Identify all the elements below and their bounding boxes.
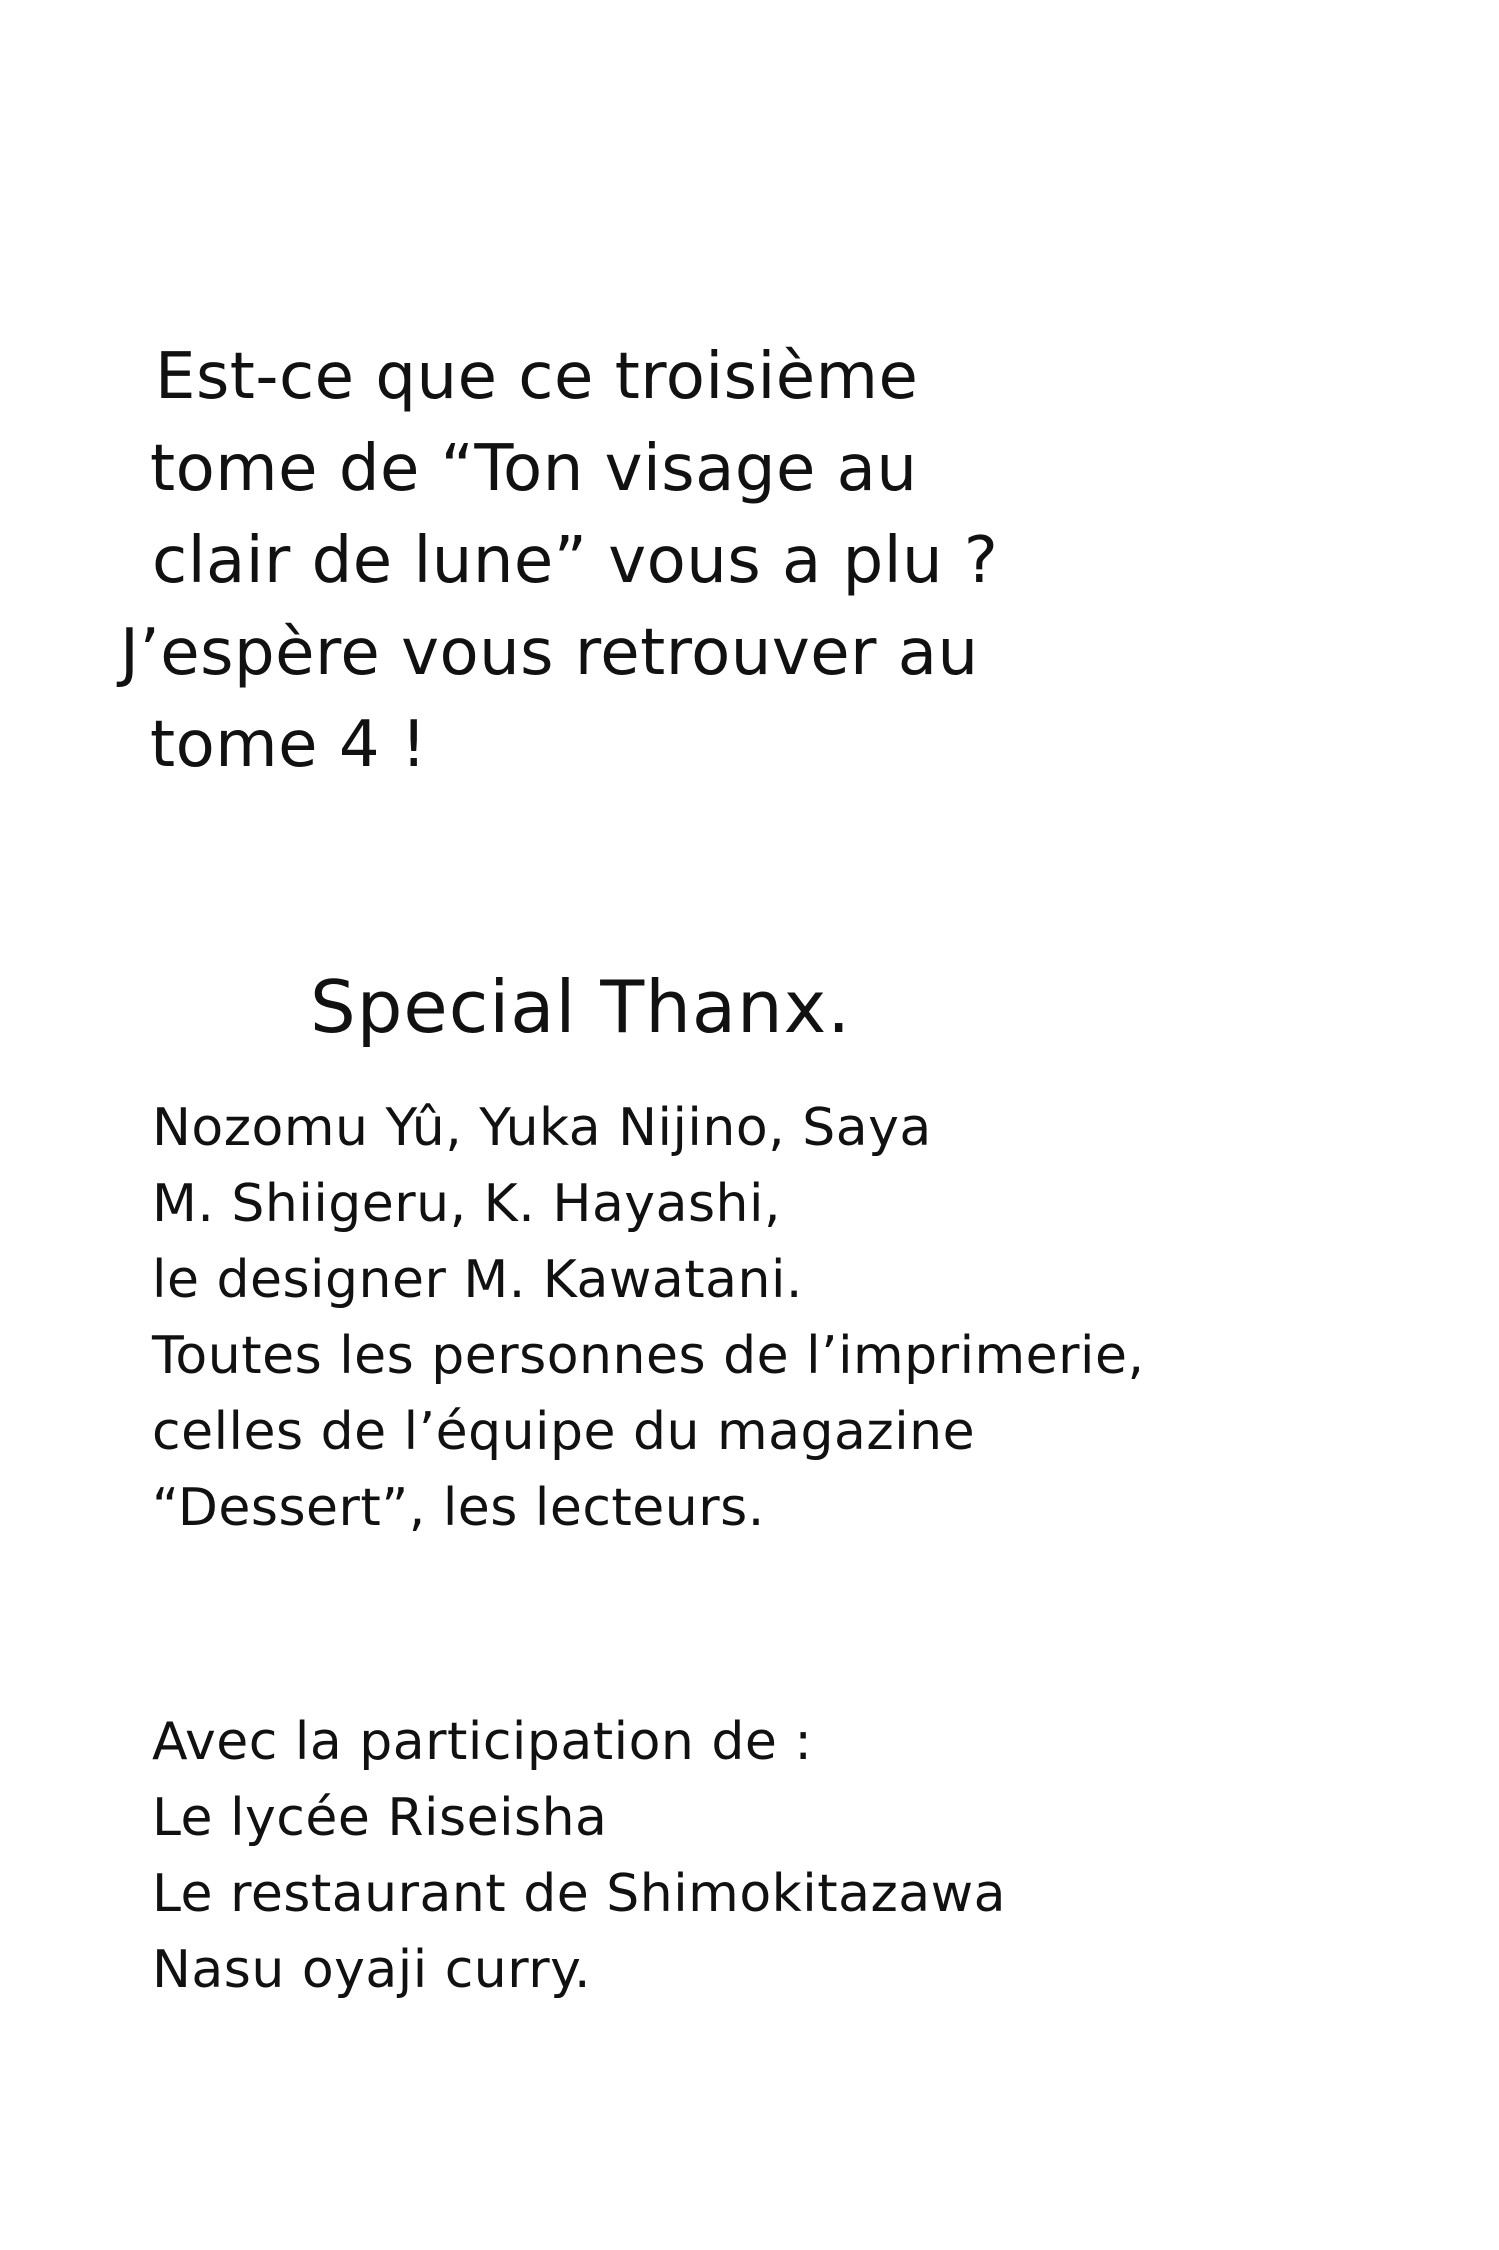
special-thanks-line: le designer M. Kawatani. [152, 1250, 803, 1310]
participation-line: Le restaurant de Shimokitazawa [152, 1864, 1007, 1924]
participation-line: Avec la participation de : [152, 1712, 813, 1772]
closing-message-line: tome 4 ! [150, 708, 428, 782]
closing-message-line: clair de lune” vous a plu ? [152, 524, 999, 598]
special-thanks-line: M. Shiigeru, K. Hayashi, [152, 1174, 781, 1234]
special-thanks-line: “Dessert”, les lecteurs. [152, 1478, 765, 1538]
closing-message-line: J’espère vous retrouver au [120, 616, 979, 690]
closing-message-line: tome de “Ton visage au [150, 432, 918, 506]
participation-line: Le lycée Riseisha [152, 1788, 608, 1848]
special-thanks-title: Special Thanx. [310, 965, 852, 1049]
participation-line: Nasu oyaji curry. [152, 1940, 591, 2000]
special-thanks-line: Toutes les personnes de l’imprimerie, [152, 1326, 1145, 1386]
special-thanks-line: Nozomu Yû, Yuka Nijino, Saya [152, 1098, 932, 1158]
special-thanks-line: celles de l’équipe du magazine [152, 1402, 976, 1462]
closing-message-line: Est-ce que ce troisième [155, 340, 919, 414]
